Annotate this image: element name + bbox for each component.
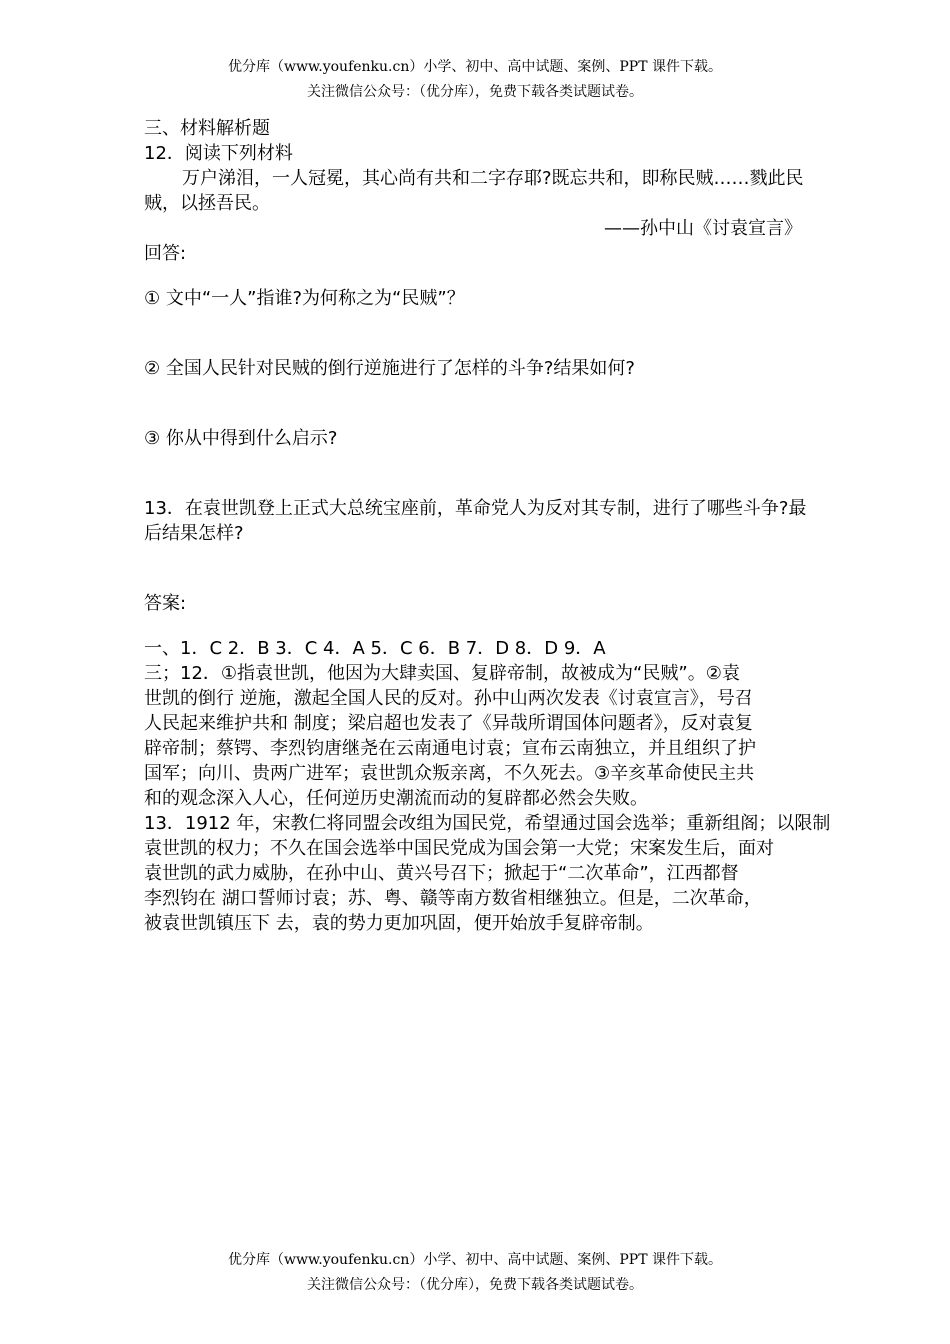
q13-line-2: 后结果怎样? (144, 523, 244, 544)
answer-12-line: 三；12．①指袁世凯，他因为大肆卖国、复辟帝制，故被成为“民贼”。②袁 (144, 663, 740, 684)
footer-line-1: 优分库（www.youfenku.cn）小学、初中、高中试题、案例、PPT 课件下载。 (227, 1252, 722, 1268)
q12-material-line-1: 万户涕泪，一人冠冕，其心尚有共和二字存耶?既忘共和，即称民贼……戮此民 (182, 168, 804, 189)
q12-intro: 12．阅读下列材料 (144, 143, 293, 164)
q12-sub-question-2: ② 全国人民针对民贼的倒行逆施进行了怎样的斗争?结果如何? (144, 358, 635, 379)
answer-12-line: 国军；向川、贵两广进军；袁世凯众叛亲离，不久死去。③辛亥革命使民主共 (144, 763, 755, 784)
document-body (144, 116, 831, 936)
page-footer (0, 1250, 950, 1300)
answers-title: 答案: (144, 593, 187, 614)
q12-sub-question-1: ① 文中“一人”指谁?为何称之为“民贼”？ (144, 288, 465, 309)
footer-line-2: 关注微信公众号：（优分库），免费下载各类试题试卷。 (307, 1277, 643, 1293)
answer-13-line: 被袁世凯镇压下 去，袁的势力更加巩固，便开始放手复辟帝制。 (144, 913, 654, 934)
header-line-1: 优分库（www.youfenku.cn）小学、初中、高中试题、案例、PPT 课件下载。 (227, 59, 722, 75)
answers-multiple-choice: 一、1．C 2．B 3．C 4．A 5．C 6．B 7．D 8．D 9．A (144, 638, 606, 659)
page-header (0, 57, 950, 107)
answer-13-line: 袁世凯的权力；不久在国会选举中国民党成为国会第一大党；宋案发生后，面对 (144, 838, 774, 859)
answer-13-line: 袁世凯的武力威胁，在孙中山、黄兴号召下；掀起于“二次革命”，江西都督 (144, 863, 739, 884)
q12-material-line-2: 贼，以拯吾民。 (144, 193, 270, 214)
answer-12-line: 世凯的倒行 逆施，激起全国人民的反对。孙中山两次发表《讨袁宣言》，号召 (144, 688, 753, 709)
section-title: 三、材料解析题 (144, 118, 270, 139)
header-line-2: 关注微信公众号：（优分库），免费下载各类试题试卷。 (307, 84, 643, 100)
answer-13-line: 13．1912 年，宋教仁将同盟会改组为国民党，希望通过国会选举；重新组阁；以限制 (144, 813, 831, 834)
answer-12-line: 辟帝制；蔡锷、李烈钧唐继尧在云南通电讨袁；宣布云南独立，并且组织了护 (144, 738, 756, 759)
answer-12-line: 人民起来维护共和 制度；梁启超也发表了《异哉所谓国体问题者》，反对袁复 (144, 713, 753, 734)
q13-line-1: 13．在袁世凯登上正式大总统宝座前，革命党人为反对其专制，进行了哪些斗争?最 (144, 498, 807, 519)
answer-12-line: 和的观念深入人心，任何逆历史潮流而动的复辟都必然会失败。 (144, 788, 648, 809)
q12-sub-question-3: ③ 你从中得到什么启示? (144, 428, 338, 449)
q12-prompt: 回答: (144, 243, 187, 264)
answer-13-line: 李烈钧在 湖口誓师讨袁；苏、粤、赣等南方数省相继独立。但是，二次革命， (144, 888, 762, 909)
q12-source-line-1: ——孙中山《讨袁宣言》 (604, 218, 802, 239)
